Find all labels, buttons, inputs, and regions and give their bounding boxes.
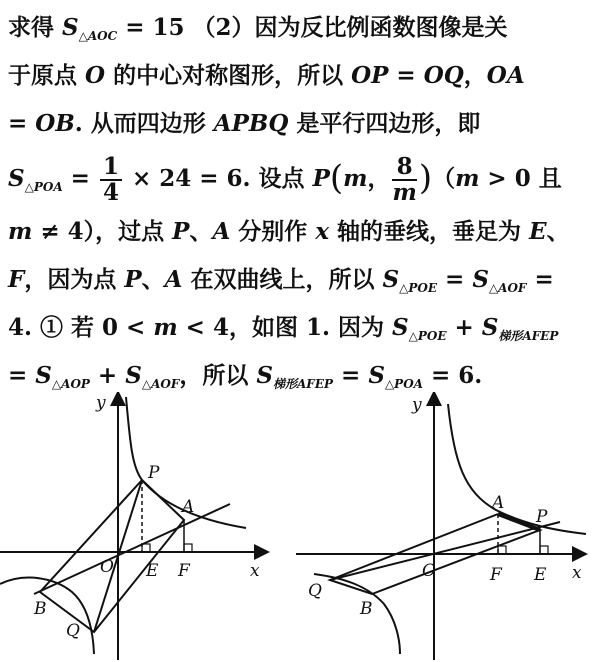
label-A: A [182, 497, 195, 517]
text: = [526, 266, 554, 293]
subscript: △AOF [141, 377, 180, 391]
hyperbola-branch-lower [314, 574, 400, 654]
text: 在双曲线上，所以 [182, 266, 383, 293]
math-symbol: OQ [423, 62, 464, 89]
figure-1-graph [0, 392, 280, 662]
math-symbol: APBQ [213, 110, 289, 137]
text: = [388, 62, 424, 89]
subscript: △POA [384, 377, 423, 391]
math-symbol: P [124, 266, 142, 293]
math-symbol: S [368, 362, 385, 389]
math-symbol: P [312, 165, 330, 192]
subscript: △POE [408, 329, 447, 343]
text: ， [367, 165, 391, 192]
label-A: A [492, 493, 505, 513]
label-F: F [490, 565, 502, 585]
text: . 从而四边形 [74, 110, 214, 137]
label-O: O [100, 557, 114, 577]
right-paren: ) [418, 158, 433, 198]
fraction-one-quarter [100, 155, 122, 205]
text: ，所以 [179, 362, 257, 389]
text: × 24 = 6. 设点 [123, 165, 313, 192]
text: ，因为点 [24, 266, 125, 293]
label-Q: Q [66, 621, 80, 641]
subscript: 梯形AFEP [498, 329, 559, 343]
text: + [446, 314, 482, 341]
text: （ [432, 165, 456, 192]
math-symbol: OB [35, 110, 75, 137]
text: = [8, 110, 36, 137]
right-angle-E [540, 546, 548, 554]
segment-AP [498, 514, 540, 530]
text: ， [463, 62, 487, 89]
math-symbol: O [85, 62, 106, 89]
right-angle-F [498, 546, 506, 554]
text: 、 [141, 266, 165, 293]
text: 、 [546, 218, 570, 245]
label-B: B [34, 599, 47, 619]
math-symbol: x [315, 218, 330, 245]
math-symbol: OA [486, 62, 525, 89]
math-symbol: A [212, 218, 231, 245]
math-symbol: S [472, 266, 489, 293]
text-line-7 [8, 304, 592, 352]
subscript: △AOC [78, 29, 118, 43]
text: 、 [189, 218, 213, 245]
text: = 15 （2）因为反比例函数图像是关 [117, 14, 508, 41]
math-symbol: S [392, 314, 409, 341]
label-P: P [148, 463, 160, 483]
math-symbol: S [62, 14, 79, 41]
numerator: 8 [392, 155, 416, 181]
solution-text [8, 4, 592, 400]
math-symbol: m [153, 314, 178, 341]
text-line-1 [8, 4, 592, 52]
denominator: 4 [102, 179, 119, 206]
denominator: m [392, 179, 417, 206]
math-symbol: S [256, 362, 273, 389]
numerator: 1 [100, 155, 122, 181]
text: = [8, 362, 36, 389]
math-symbol: m [455, 165, 480, 192]
parallelogram-APBQ [40, 480, 184, 632]
text: 的中心对称图形，所以 [105, 62, 352, 89]
text-line-3 [8, 100, 592, 148]
label-E: E [146, 561, 159, 581]
math-symbol: S [382, 266, 400, 293]
text: = [62, 165, 98, 192]
label-x: x [250, 561, 260, 581]
right-angle-F [184, 544, 192, 552]
text-line-4 [8, 148, 592, 208]
text: = [437, 266, 473, 293]
text-line-2 [8, 52, 592, 100]
math-symbol: F [8, 266, 25, 293]
text: 求得 [8, 14, 63, 41]
label-O: O [422, 561, 436, 581]
math-symbol: S [35, 362, 52, 389]
subscript: △AOP [51, 377, 90, 391]
text: ≠ 4），过点 [32, 218, 173, 245]
subscript: △AOF [488, 281, 527, 295]
text: > 0 且 [479, 165, 562, 192]
figure-2-graph [296, 392, 596, 662]
text: + [89, 362, 126, 389]
line-BA [330, 522, 560, 580]
math-symbol: S [8, 165, 25, 192]
subscript: △POA [24, 180, 63, 194]
left-paren: ( [329, 158, 344, 198]
label-F: F [178, 561, 190, 581]
fraction-8-over-m [392, 155, 416, 205]
text: 4. ① 若 0 < [8, 314, 154, 341]
math-symbol: E [529, 218, 547, 245]
math-symbol: S [481, 314, 499, 341]
label-B: B [360, 599, 373, 619]
text-line-5 [8, 208, 592, 256]
text: 于原点 [8, 62, 86, 89]
text-line-6 [8, 256, 592, 304]
math-symbol: P [172, 218, 190, 245]
text: 轴的垂线，垂足为 [329, 218, 530, 245]
math-symbol: OP [351, 62, 389, 89]
subscript: △POE [399, 281, 438, 295]
text: < 4，如图 1. 因为 [177, 314, 392, 341]
math-symbol: S [125, 362, 142, 389]
label-Q: Q [308, 581, 322, 601]
label-E: E [534, 565, 547, 585]
label-P: P [536, 507, 548, 527]
text: = [333, 362, 369, 389]
hyperbola-branch-upper [448, 404, 586, 534]
math-symbol: m [343, 165, 368, 192]
math-symbol: m [8, 218, 33, 245]
label-y: y [412, 395, 422, 415]
subscript: 梯形AFEP [273, 377, 334, 391]
label-x: x [572, 563, 582, 583]
label-y: y [96, 393, 106, 413]
text: 是平行四边形，即 [288, 110, 481, 137]
right-angle-E [142, 544, 150, 552]
line-BA [34, 504, 230, 594]
text: 分别作 [230, 218, 316, 245]
math-symbol: A [164, 266, 183, 293]
text: = 6. [422, 362, 483, 389]
